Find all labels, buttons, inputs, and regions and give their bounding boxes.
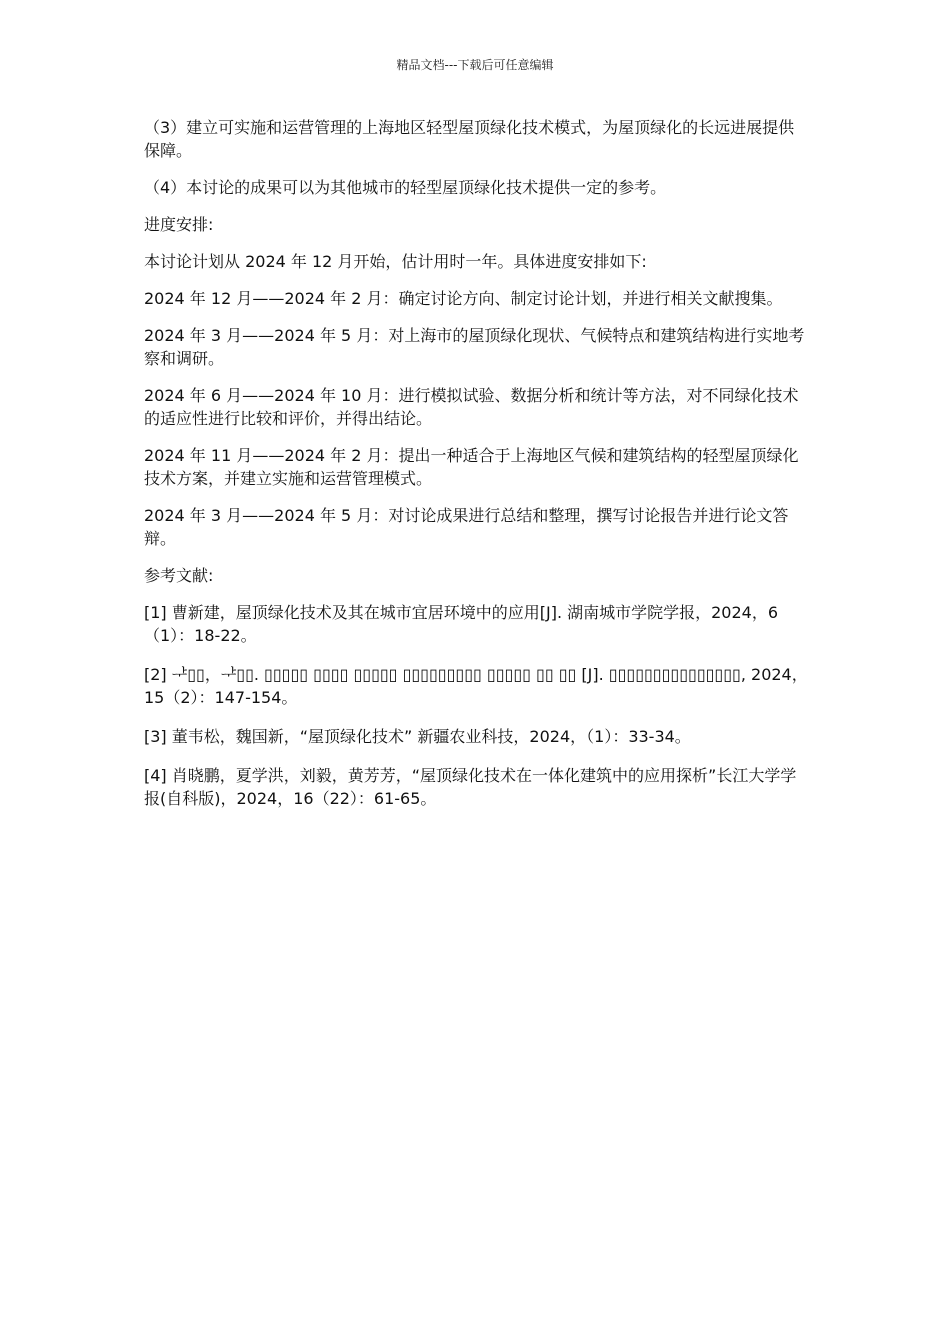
reference-item: [2] ᅷ▯▯，ᅷ▯▯. ▯▯▯▯▯ ▯▯▯▯ ▯▯▯▯▯ ▯▯▯▯▯▯▯▯▯ ▯▯▯▯▯ ▯▯ ▯▯ [J]. ▯▯▯▯▯▯▯▯▯▯▯▯▯▯▯, 2024，15（2）：147-154。 <box>144 665 808 707</box>
references-heading: 参考文献: <box>144 566 214 585</box>
schedule-item: 2024 年 11 月——2024 年 2 月：提出一种适合于上海地区气候和建筑结构的轻型屋顶绿化技术方案，并建立实施和运营管理模式。 <box>144 446 799 488</box>
reference-item: [4] 肖晓鹏，夏学洪，刘毅，黄芳芳，“屋顶绿化技术在一体化建筑中的应用探析”长江大学学报(自科版)，2024，16（22）：61-65。 <box>144 766 797 808</box>
schedule-item: 2024 年 3 月——2024 年 5 月：对上海市的屋顶绿化现状、气候特点和建筑结构进行实地考察和调研。 <box>144 326 805 368</box>
schedule-item: 2024 年 3 月——2024 年 5 月：对讨论成果进行总结和整理，撰写讨论报告并进行论文答辩。 <box>144 506 789 548</box>
goal-paragraph: （3）建立可实施和运营管理的上海地区轻型屋顶绿化技术模式，为屋顶绿化的长远进展提供保障。 <box>144 118 795 160</box>
reference-item: [3] 董韦松，魏国新，“屋顶绿化技术” 新疆农业科技，2024，（1）：33-34。 <box>144 727 691 746</box>
page-header: 精品文档---下载后可任意编辑 <box>396 58 554 72</box>
schedule-heading: 进度安排: <box>144 215 214 234</box>
document-body <box>144 116 810 826</box>
schedule-intro: 本讨论计划从 2024 年 12 月开始，估计用时一年。具体进度安排如下: <box>144 252 647 271</box>
reference-item: [1] 曹新建，屋顶绿化技术及其在城市宜居环境中的应用[J]. 湖南城市学院学报，2024，6（1）：18-22。 <box>144 603 779 645</box>
schedule-item: 2024 年 12 月——2024 年 2 月：确定讨论方向、制定讨论计划，并进行相关文献搜集。 <box>144 289 783 308</box>
goal-paragraph: （4）本讨论的成果可以为其他城市的轻型屋顶绿化技术提供一定的参考。 <box>144 178 667 197</box>
schedule-item: 2024 年 6 月——2024 年 10 月：进行模拟试验、数据分析和统计等方法，对不同绿化技术的适应性进行比较和评价，并得出结论。 <box>144 386 799 428</box>
